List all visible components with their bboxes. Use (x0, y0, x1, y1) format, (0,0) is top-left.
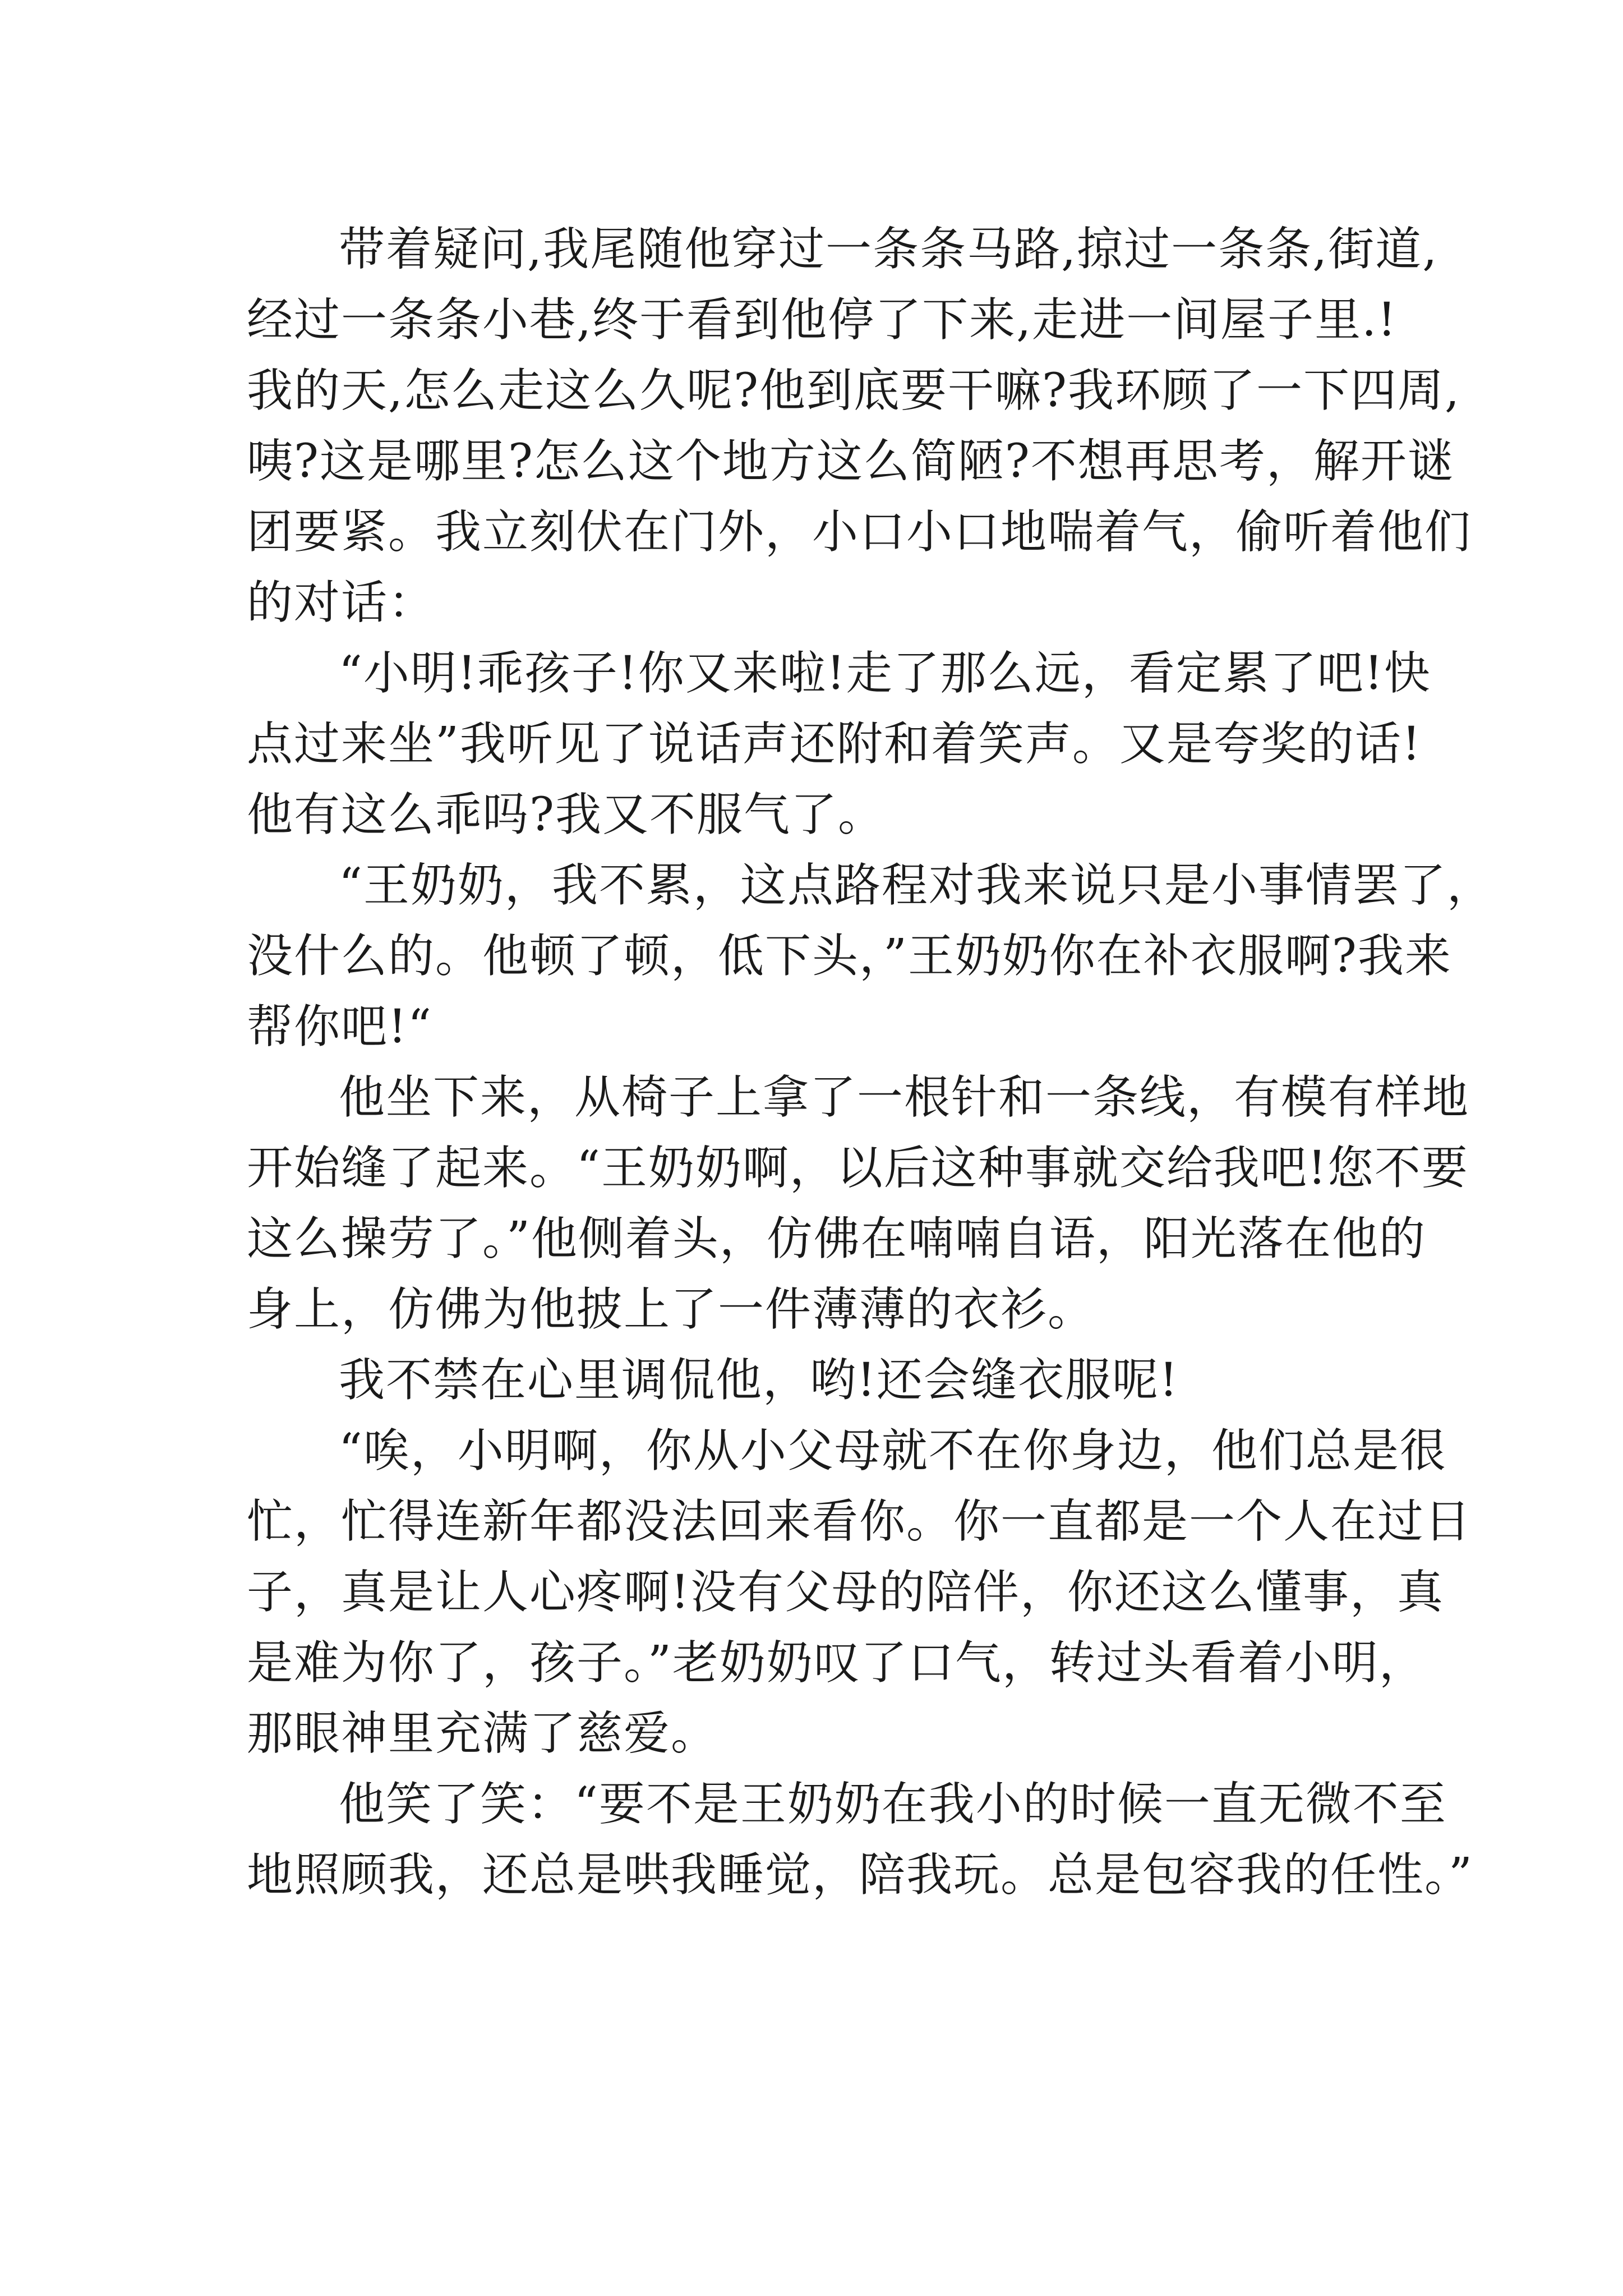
text-line: 身上，仿佛为他披上了一件薄薄的衣衫。 (247, 1283, 1095, 1336)
text-line: “小明!乖孩子!你又来啦!走了那么远，看定累了吧!快 (339, 647, 1431, 700)
text-line: 地照顾我，还总是哄我睡觉，陪我玩。总是包容我的任性。” (247, 1848, 1473, 1902)
text-line: 子，真是让人心疼啊!没有父母的陪伴，你还这么懂事，真 (247, 1566, 1444, 1619)
text-line: 团要紧。我立刻伏在门外，小口小口地喘着气，偷听着他们 (247, 505, 1472, 559)
text-line: 带着疑问,我尾随他穿过一条条马路,掠过一条条,街道, (339, 223, 1438, 276)
document-body (247, 214, 1494, 1911)
text-line: 帮你吧!“ (247, 1000, 432, 1053)
text-line: 他坐下来，从椅子上拿了一根针和一条线，有模有样地 (339, 1071, 1470, 1124)
text-line: 的对话： (247, 576, 436, 629)
text-line: 经过一条条小巷,终于看到他停了下来,走进一间屋子里.! (247, 293, 1398, 347)
text-line: 开始缝了起来。“王奶奶啊，以后这种事就交给我吧!您不要 (247, 1142, 1469, 1195)
text-line: 他有这么乖吗?我又不服气了。 (247, 788, 885, 841)
text-line: 咦?这是哪里?怎么这个地方这么简陋?不想再思考，解开谜 (247, 435, 1455, 488)
text-line: “唉，小明啊，你从小父母就不在你身边，他们总是很 (339, 1424, 1447, 1478)
text-line: 没什么的。他顿了顿，低下头，”王奶奶你在补衣服啊?我来 (247, 930, 1452, 983)
text-line: 我的天,怎么走这么久呢?他到底要干嘛?我环顾了一下四周, (247, 364, 1461, 417)
text-line: 那眼神里充满了慈爱。 (247, 1707, 718, 1760)
text-line: 他笑了笑：“要不是王奶奶在我小的时候一直无微不至 (339, 1778, 1447, 1831)
text-line: 点过来坐”我听见了说话声还附和着笑声。又是夸奖的话! (247, 717, 1422, 771)
text-line: “王奶奶，我不累，这点路程对我来说只是小事情罢了， (339, 859, 1494, 912)
text-line: 我不禁在心里调侃他，哟!还会缝衣服呢! (339, 1354, 1179, 1407)
text-line: 这么操劳了。”他侧着头，仿佛在喃喃自语，阳光落在他的 (247, 1212, 1426, 1266)
text-line: 是难为你了，孩子。”老奶奶叹了口气，转过头看着小明， (247, 1636, 1426, 1690)
text-line: 忙，忙得连新年都没法回来看你。你一直都是一个人在过日 (247, 1495, 1472, 1548)
